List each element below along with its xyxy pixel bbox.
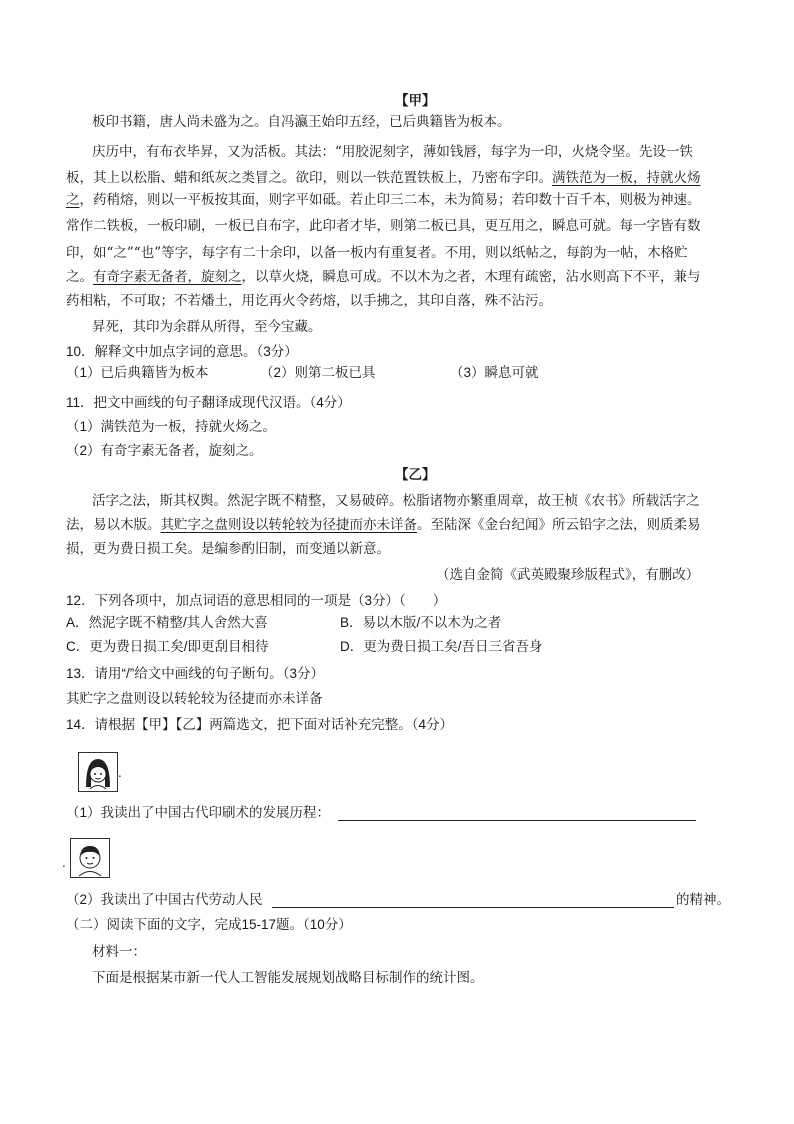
jia-line-4: 之，药稍熔，则以一平板按其面，则字平如砥。若止印三二本，未为简易；若印数十百千本，则极为神速。: [66, 192, 701, 208]
q11-item-2: （2）有奇字素无备者，旋刻之。: [66, 443, 263, 458]
yi-source: （选自金简《武英殿聚珍版程式》，有删改）: [436, 567, 700, 583]
jia-line-7: 之。有奇字素无备者，旋刻之，以草火烧，瞬息可成。不以木为之者，木理有疏密，沾水则高下不平，兼与: [66, 269, 701, 285]
jia-line-3: 板，其上以松脂、蜡和纸灰之类冒之。欲印，则以一铁范置铁板上，乃密布字印。满铁范为一板，持就火炀: [66, 170, 701, 186]
yi-line-2: 法，易以木版。其贮字之盘则设以转轮较为径捷而亦未详备。至陆深《金台纪闻》所云铅字之法，则质柔易: [66, 517, 701, 533]
q11-item-1: （1）满铁范为一板，持就火炀之。: [66, 419, 277, 434]
decorative-mark: .: [118, 766, 122, 780]
jia-line-5: 常作二铁板，一板印刷，一板已自布字，此印者才毕，则第二板已具，更互用之，瞬息可就。每一字皆有数: [66, 218, 701, 234]
q12-stem: 12．下列各项中，加点词语的意思相同的一项是（3分）（ ）: [66, 593, 447, 608]
part2-heading: （二）阅读下面的文字，完成15-17题。（10分）: [66, 917, 352, 932]
passage-jia-title: 【甲】: [395, 93, 436, 109]
q14-line-1: （1）我读出了中国古代印刷术的发展历程：: [66, 805, 331, 820]
material-label: 材料一：: [92, 944, 146, 960]
q11-stem: 11．把文中画线的句子翻译成现代汉语。（4分）: [66, 395, 351, 410]
jia-line-6: 印，如“之”“也”等字，每字有二十余印，以备一板内有重复者。不用，则以纸帖之，每韵为一帖，木格贮: [66, 245, 688, 261]
yi-line-1: 活字之法，斯其权舆。然泥字既不精整，又易破碎。松脂诸物亦繁重周章，故王桢《农书》所载活字之: [92, 493, 700, 509]
q14-answer-blank-1[interactable]: [338, 820, 696, 821]
yi-underlined-sentence: 其贮字之盘则设以转轮较为径捷而亦未详备: [160, 517, 417, 533]
girl-avatar-icon: [78, 752, 118, 792]
q10-item-3: （3）瞬息可就: [450, 365, 539, 380]
jia-line-1: 板印书籍，唐人尚未盛为之。自冯瀛王始印五经，已后典籍皆为板本。: [92, 114, 511, 130]
q12-option-b: B．易以木版/不以木为之者: [340, 615, 502, 630]
q14-line-2-end: 的精神。: [676, 892, 730, 907]
q10-item-2: （2）则第二板已具: [260, 365, 376, 380]
material-text: 下面是根据某市新一代人工智能发展规划战略目标制作的统计图。: [92, 970, 484, 986]
q10-stem: 10．解释文中加点字词的意思。（3分）: [66, 344, 298, 359]
jia-underlined-sentence-1b: 之: [66, 192, 80, 208]
q12-option-d: D．更为费日损工矣/吾日三省吾身: [340, 639, 543, 654]
q12-option-a: A．然泥字既不精整/其人舍然大喜: [66, 615, 268, 630]
jia-line-8: 药相粘，不可取；不若燔土，用讫再火令药熔，以手拂之，其印自落，殊不沾污。: [66, 293, 552, 309]
q14-stem: 14．请根据【甲】【乙】两篇选文，把下面对话补充完整。（4分）: [66, 717, 454, 732]
jia-underlined-sentence-2: 有奇字素无备者，旋刻之: [93, 269, 242, 285]
jia-line-2: 庆历中，有布衣毕昇，又为活板。其法：“用胶泥刻字，薄如钱唇，每字为一印，火烧令坚。先设一铁: [92, 144, 693, 160]
decorative-mark: .: [62, 856, 66, 870]
jia-line-9: 昇死，其印为余群从所得，至今宝藏。: [92, 319, 322, 335]
q13-text: 其贮字之盘则设以转轮较为径捷而亦未详备: [66, 691, 323, 706]
yi-line-3: 损，更为费日损工矣。是编参酌旧制，而变通以新意。: [66, 541, 390, 557]
jia-underlined-sentence-1a: 满铁范为一板，持就火炀: [552, 170, 701, 186]
q14-line-2: （2）我读出了中国古代劳动人民: [66, 892, 263, 907]
q10-item-1: （1）已后典籍皆为板本: [66, 365, 209, 380]
q14-answer-blank-2[interactable]: [272, 907, 674, 908]
q13-stem: 13．请用“/”给文中画线的句子断句。（3分）: [66, 666, 325, 681]
boy-avatar-icon: [70, 838, 110, 878]
passage-yi-title: 【乙】: [395, 467, 436, 483]
q12-option-c: C．更为费日损工矣/即更刮目相待: [66, 639, 269, 654]
